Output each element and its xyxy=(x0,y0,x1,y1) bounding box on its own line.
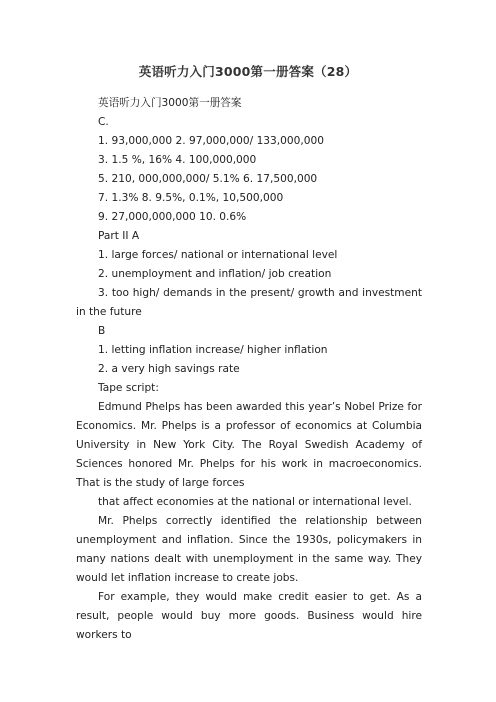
paragraph-2: Mr. Phelps correctly identified the relationship between unemployment and inflation. Since the 1930s, policymakers in many nations dealt with unemployment in the same way. They would let inflation increase to create jobs. xyxy=(76,515,422,584)
section-b-heading: B xyxy=(98,325,106,337)
paragraph-1: Edmund Phelps has been awarded this year’s Nobel Prize for Economics. Mr. Phelps is a professor of economics at Columbia University in New York City. The Royal Swedish Academy of Sciences honored Mr. Phelps for his work in macroeconomics. That is the study of large forces xyxy=(76,401,422,489)
paragraph-3: For example, they would make credit easier to get. As a result, people would buy more goods. Business would hire workers to xyxy=(76,591,422,641)
tape-script-heading: Tape script: xyxy=(98,382,159,394)
subtitle-line: 英语听力入门3000第一册答案 xyxy=(98,97,242,109)
answer-line: 2. unemployment and inflation/ job creation xyxy=(98,268,332,280)
document-title: 英语听力入门3000第一册答案（28） xyxy=(138,64,358,79)
answer-line: 1. letting inflation increase/ higher inflation xyxy=(98,344,328,356)
section-c-heading: C. xyxy=(98,116,109,128)
answer-line: 7. 1.3% 8. 9.5%, 0.1%, 10,500,000 xyxy=(98,192,284,204)
paragraph-1-continued: that affect economies at the national or international level. xyxy=(98,496,412,508)
answer-line: 1. 93,000,000 2. 97,000,000/ 133,000,000 xyxy=(98,135,324,147)
part-ii-a-heading: Part II A xyxy=(98,230,140,242)
answer-line: 3. 1.5 %, 16% 4. 100,000,000 xyxy=(98,154,257,166)
answer-item-3: 3. too high/ demands in the present/ growth and investment in the future xyxy=(76,287,422,318)
document-body xyxy=(76,94,422,645)
answer-line: 1. large forces/ national or international level xyxy=(98,249,338,261)
answer-line: 2. a very high savings rate xyxy=(98,363,240,375)
answer-line: 5. 210, 000,000,000/ 5.1% 6. 17,500,000 xyxy=(98,173,318,185)
answer-line: 9. 27,000,000,000 10. 0.6% xyxy=(98,211,247,223)
